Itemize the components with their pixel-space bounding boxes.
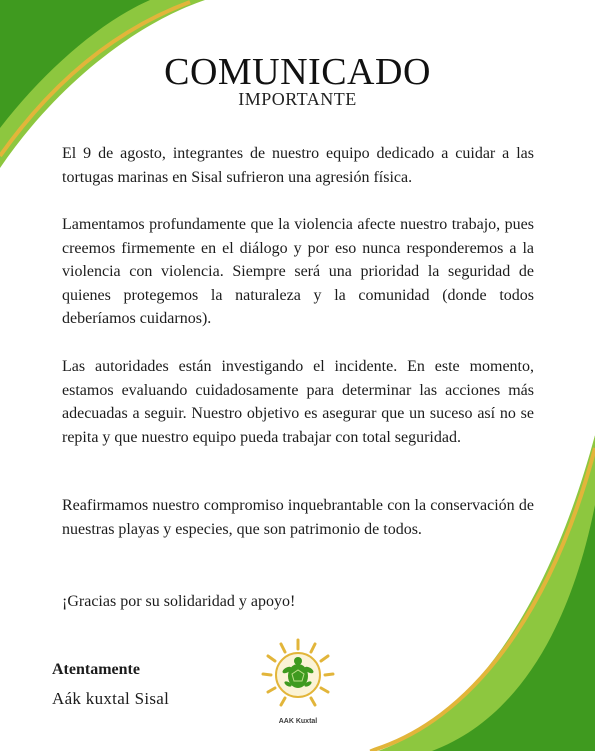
paragraph-investigation: Las autoridades están investigando el incidente. En este momento, estamos evaluando cuidadosamente para determinar las acciones más adecuadas a seguir. Nuestro objetivo es asegurar que un suceso así no se repita y que nuestro equipo pueda trabajar con total seguridad. [62, 358, 534, 446]
thanks-line: ¡Gracias por su solidaridad y apoyo! [62, 593, 296, 610]
page-title: COMUNICADO [164, 51, 431, 93]
closing-text: Atentamente [52, 661, 140, 678]
paragraph-regret: Lamentamos profundamente que la violencia afecte nuestro trabajo, pues creemos firmemente en el diálogo y por eso nunca responderemos a la violencia con violencia. Siempre será una prioridad la seguridad de quienes protegemos la naturaleza y la comunidad (donde todos deberíamos cuidarnos). [62, 216, 534, 327]
paragraph-incident: El 9 de agosto, integrantes de nuestro equipo dedicado a cuidar a las tortugas marinas en Sisal sufrieron una agresión física. [62, 145, 534, 186]
page-subtitle: IMPORTANTE [238, 89, 357, 109]
sun-turtle-logo-icon [256, 634, 340, 718]
logo-caption: AAK Kuxtal [278, 718, 318, 725]
signature-text: Aák kuxtal Sisal [52, 689, 170, 708]
paragraph-commitment: Reafirmamos nuestro compromiso inquebrantable con la conservación de nuestras playas y especies, que son patrimonio de todos. [62, 497, 534, 538]
